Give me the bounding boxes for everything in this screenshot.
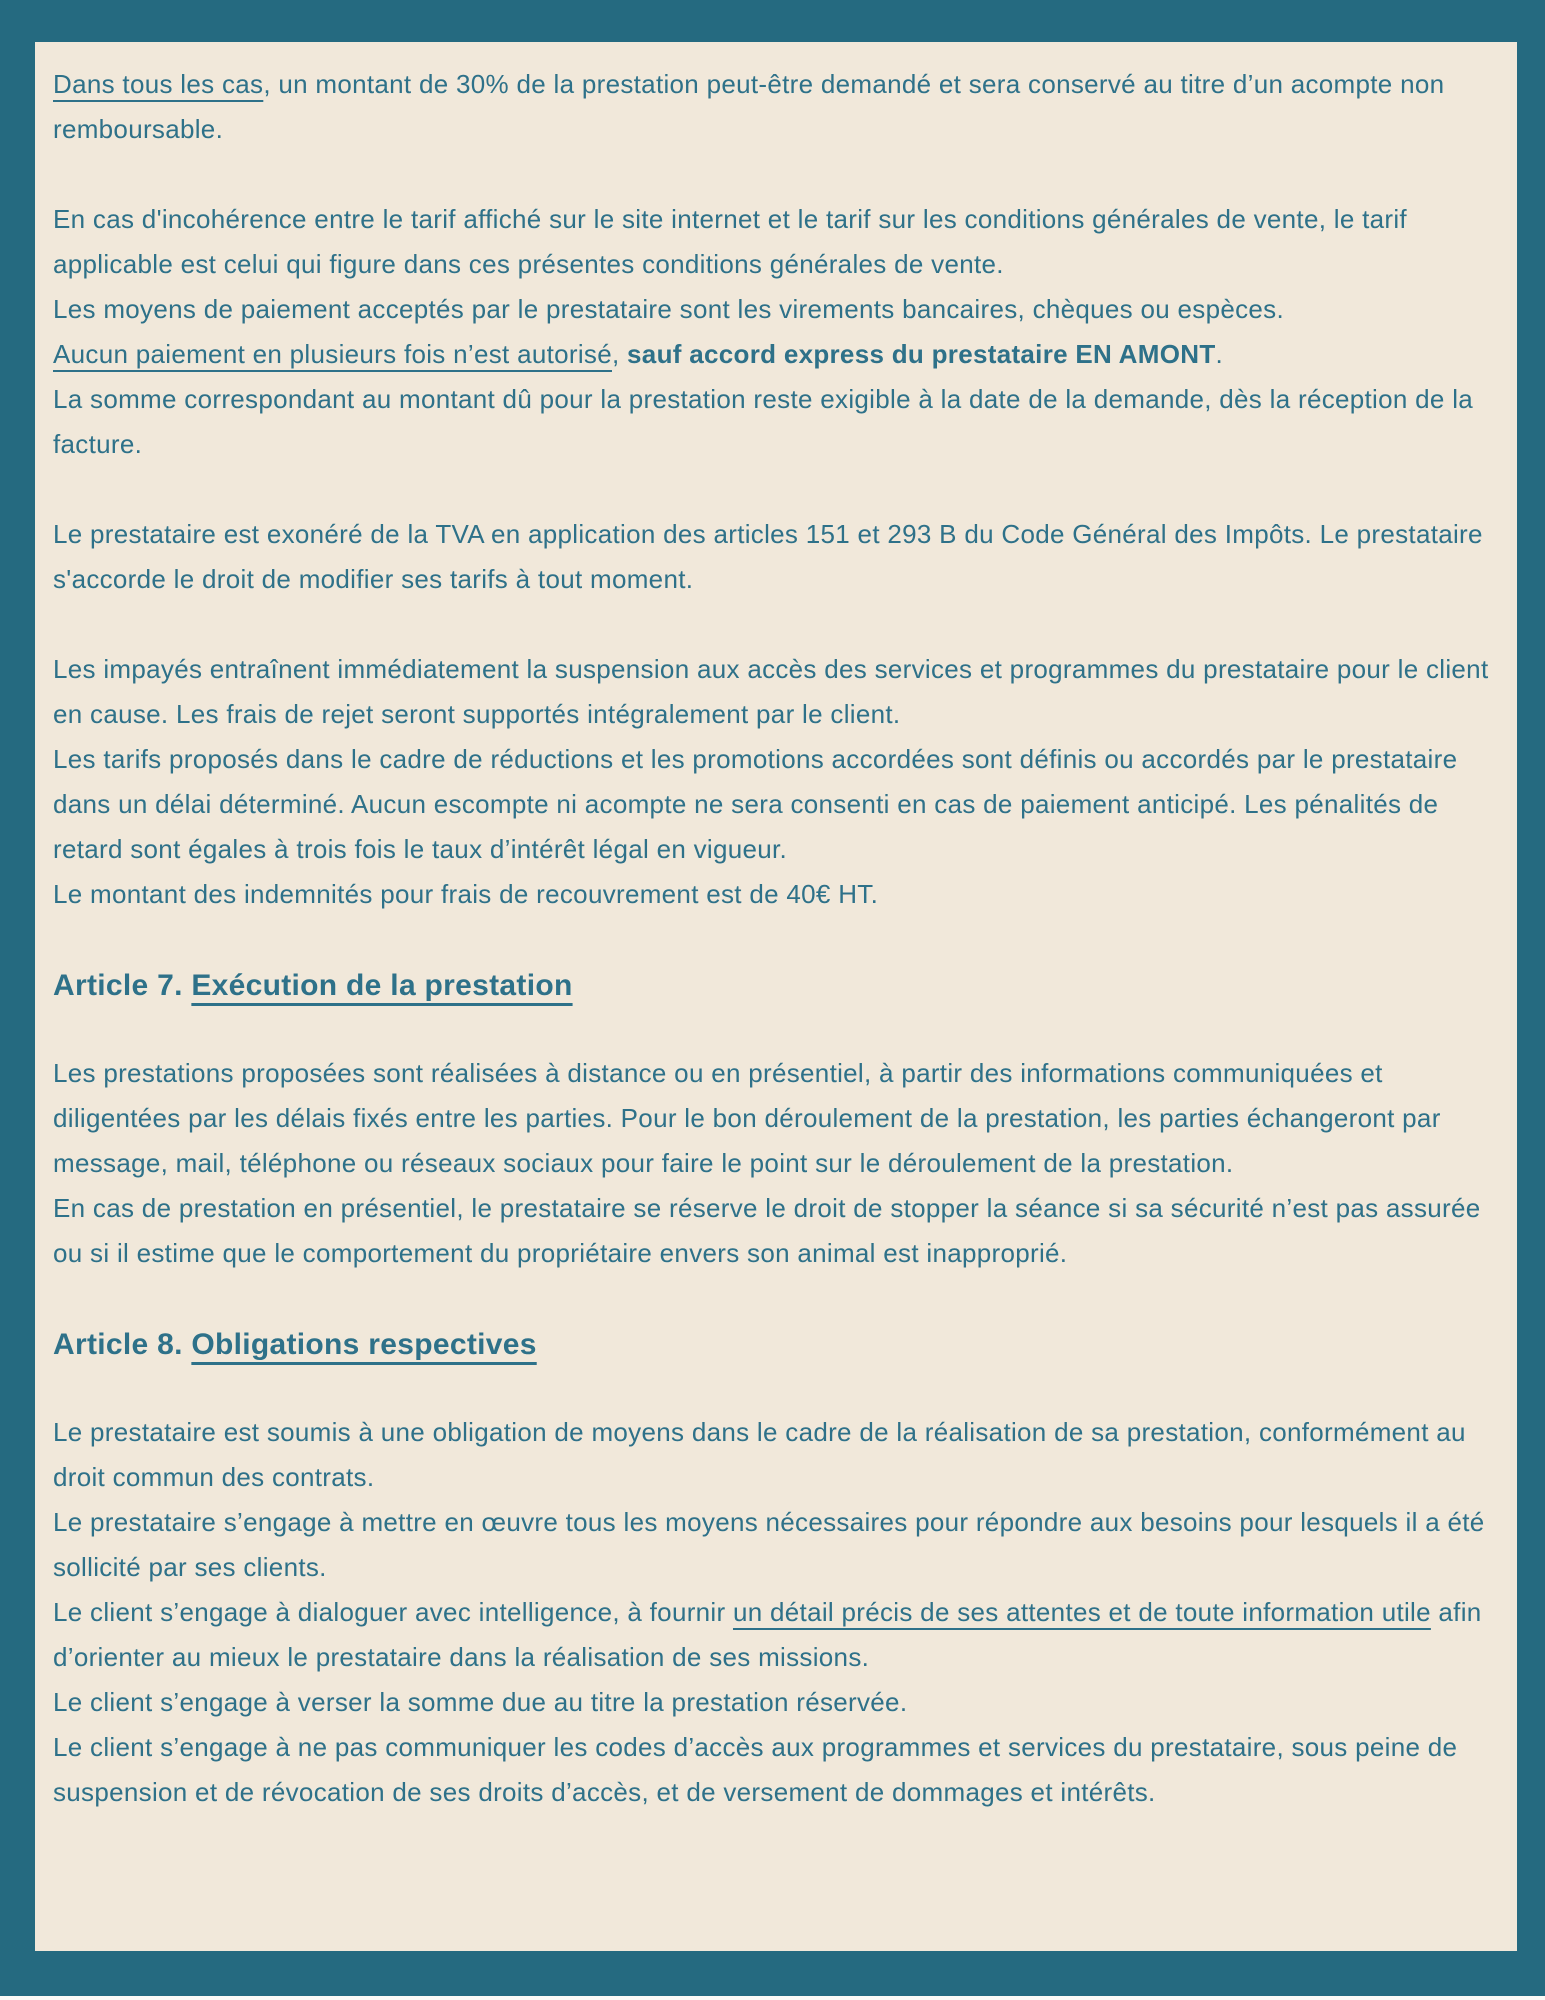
text-run: Les prestations proposées sont réalisées à distance ou en présentiel, à partir des informations communiquées et diligentées par les délais fixés entre les parties. Pour le bon déroulement de la prestation, les parties échangeront par message, mail, téléphone ou réseaux sociaux pour faire le point sur le déroulement de la prestation.	[53, 1058, 1441, 1178]
text-run: Les moyens de paiement acceptés par le prestataire sont les virements bancaires, chèques ou espèces.	[53, 294, 1285, 324]
page-gap-strip	[0, 1996, 1545, 2000]
paragraph	[53, 1725, 1503, 1815]
paragraph	[53, 512, 1503, 602]
paragraph	[53, 1186, 1503, 1276]
text-run: Les tarifs proposés dans le cadre de réductions et les promotions accordées sont définis ou accordés par le prestataire dans un délai déterminé. Aucun escompte ni acompte ne sera consenti en cas de paiement anticipé. Les pénalités de retard sont égales à trois fois le taux d’intérêt légal en vigueur.	[53, 744, 1458, 864]
paragraph	[53, 287, 1503, 332]
text-run: .	[1215, 339, 1224, 369]
text-run: Le prestataire est exonéré de la TVA en application des articles 151 et 293 B du Code Général des Impôts. Le prestataire s'accorde le droit de modifier ses tarifs à tout moment.	[53, 519, 1483, 594]
underlined-text: Obligations respectives	[191, 1328, 537, 1361]
blank-line	[53, 467, 1503, 512]
article-heading	[53, 1325, 1503, 1365]
document-page	[35, 42, 1517, 1951]
underlined-text: Exécution de la prestation	[191, 969, 573, 1002]
paragraph	[53, 1680, 1503, 1725]
text-run: Le prestataire s’engage à mettre en œuvre tous les moyens nécessaires pour répondre aux besoins pour lesquels il a été sollicité par ses clients.	[53, 1507, 1485, 1582]
blank-line	[53, 152, 1503, 197]
paragraph	[53, 1590, 1503, 1680]
underlined-text: Aucun paiement en plusieurs fois n’est autorisé	[53, 339, 612, 369]
text-run: Le prestataire est soumis à une obligation de moyens dans le cadre de la réalisation de sa prestation, conformément au droit commun des contrats.	[53, 1417, 1466, 1492]
text-run: , un montant de 30% de la prestation peut-être demandé et sera conservé au titre d’un acompte non remboursable.	[53, 69, 1445, 144]
paragraph	[53, 647, 1503, 737]
bold-text: sauf accord express du prestataire EN AMONT	[627, 339, 1216, 369]
text-run: ,	[611, 339, 628, 369]
paragraph	[53, 1410, 1503, 1500]
article-heading	[53, 966, 1503, 1006]
document-content	[53, 62, 1503, 1925]
underlined-text: un détail précis de ses attentes et de toute information utile	[732, 1597, 1431, 1627]
text-run: Le client s’engage à ne pas communiquer les codes d’accès aux programmes et services du prestataire, sous peine de suspension et de révocation de ses droits d’accès, et de versement de dommages et intérêts.	[53, 1732, 1458, 1807]
text-run: En cas de prestation en présentiel, le prestataire se réserve le droit de stopper la séance si sa sécurité n’est pas assurée ou si il estime que le comportement du propriétaire envers son animal est inapproprié.	[53, 1193, 1481, 1268]
paragraph	[53, 62, 1503, 152]
paragraph	[53, 737, 1503, 872]
paragraph	[53, 377, 1503, 467]
paragraph	[53, 1500, 1503, 1590]
text-run: afin d’orienter au mieux le prestataire dans la réalisation de ses missions.	[53, 1597, 1482, 1672]
paragraph	[53, 197, 1503, 287]
text-run: En cas d'incohérence entre le tarif affiché sur le site internet et le tarif sur les conditions générales de vente, le tarif applicable est celui qui figure dans ces présentes conditions générales de vente.	[53, 204, 1407, 279]
text-run: Le client s’engage à dialoguer avec intelligence, à fournir	[53, 1597, 733, 1627]
blank-line	[53, 602, 1503, 647]
paragraph	[53, 1051, 1503, 1186]
paragraph	[53, 872, 1503, 917]
text-run: Le montant des indemnités pour frais de recouvrement est de 40€ HT.	[53, 879, 879, 909]
text-run: Le client s’engage à verser la somme due au titre la prestation réservée.	[53, 1687, 908, 1717]
text-run: Article 8.	[53, 1328, 192, 1361]
text-run: Article 7.	[53, 969, 192, 1002]
text-run: Les impayés entraînent immédiatement la suspension aux accès des services et programmes du prestataire pour le client en cause. Les frais de rejet seront supportés intégralement par le client.	[53, 654, 1489, 729]
text-run: La somme correspondant au montant dû pour la prestation reste exigible à la date de la demande, dès la réception de la facture.	[53, 384, 1474, 459]
paragraph	[53, 332, 1503, 377]
underlined-text: Dans tous les cas	[53, 69, 264, 99]
